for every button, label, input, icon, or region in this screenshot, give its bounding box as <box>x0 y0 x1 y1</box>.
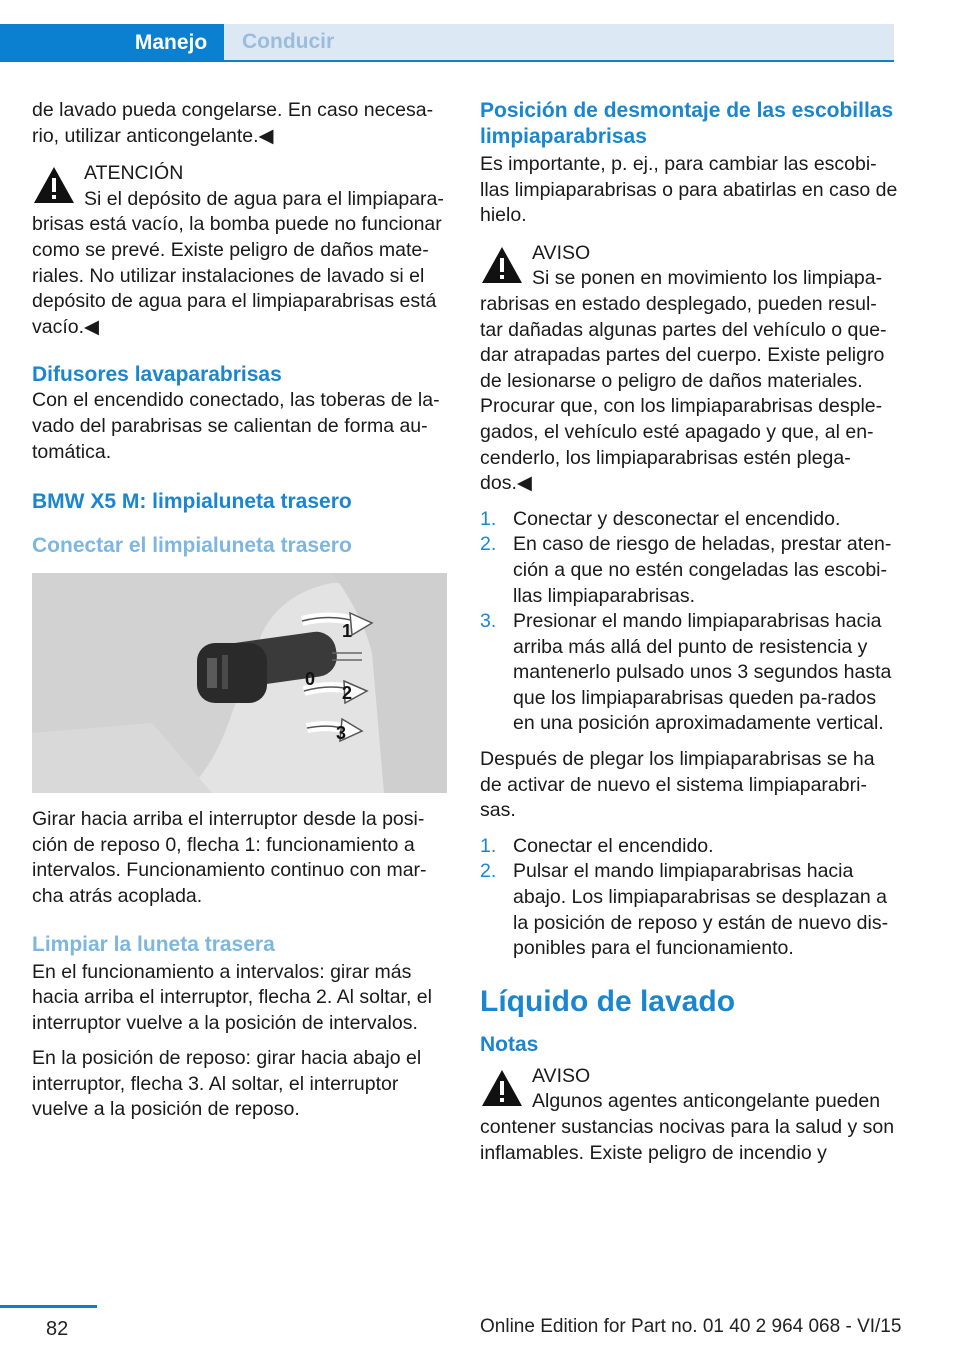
footer-rule <box>0 1305 97 1308</box>
page-number: 82 <box>46 1318 69 1340</box>
heading-liquido-lavado: Líquido de lavado <box>480 984 736 1018</box>
warning-title: AVISO <box>532 1064 591 1087</box>
paragraph-limpiar-1: En el funcionamiento a intervalos: girar más hacia arriba el interruptor, flecha 2. Al soltar, el interruptor vuelve a la posición de intervalos. <box>32 960 432 1034</box>
list-number: 2. <box>480 533 497 556</box>
warning-text: Si se ponen en movimiento los limpiapa-rabrisas en estado desplegado, pueden resul-tar dañadas algunas partes del vehículo o que-dar atrapadas partes del cuerpo. Existe peligro de lesionarse o peligro de daños materiales. Procurar que, con los limpiaparabrisas desple-gados, el vehículo esté apagado y que, al en-cenderlo, los limpiaparabrisas estén plega-dos.◀ <box>480 267 887 495</box>
figure-label-3: 3 <box>336 723 347 744</box>
heading-difusores: Difusores lavaparabrisas <box>32 363 282 387</box>
header-underline <box>224 60 894 62</box>
list-number: 3. <box>480 610 497 633</box>
list-text: En caso de riesgo de heladas, prestar aten-ción a que no estén congeladas las escobi-llas limpiaparabrisas. <box>513 533 892 607</box>
list-number: 1. <box>480 507 497 530</box>
paragraph-limpiar-2: En la posición de reposo: girar hacia abajo el interruptor, flecha 3. Al soltar, el interruptor vuelve a la posición de reposo. <box>32 1047 422 1121</box>
paragraph-girar: Girar hacia arriba el interruptor desde la posi-ción de reposo 0, flecha 1: funcionamiento a intervalos. Funcionamiento continuo con mar-cha atrás acoplada. <box>32 808 427 907</box>
list-text: Conectar y desconectar el encendido. <box>513 507 841 530</box>
right-column <box>480 98 898 1176</box>
warning-triangle-icon <box>480 245 524 285</box>
heading-posicion-desmontaje: Posición de desmontaje de las escobillas limpiaparabrisas <box>480 99 894 148</box>
tab-manejo[interactable]: Manejo <box>118 24 224 62</box>
warning-triangle-icon <box>480 1068 524 1108</box>
list-number: 1. <box>480 834 497 857</box>
figure-label-1: 1 <box>342 621 353 642</box>
list-item <box>480 609 898 737</box>
edition-note: Online Edition for Part no. 01 40 2 964 068 - VI/15 <box>480 1316 902 1337</box>
tab-conducir[interactable]: Conducir <box>224 24 894 60</box>
paragraph-importante: Es importante, p. ej., para cambiar las escobi-llas limpiaparabrisas o para abatirlas en caso de hielo. <box>480 153 898 227</box>
list-text: Presionar el mando limpiaparabrisas hacia arriba más allá del punto de resistencia y mantenerlo pulsado unos 3 segundos hasta que los limpiaparabrisas queden pa-rados en una posición aproximadamente vertical. <box>513 610 892 735</box>
warning-title: AVISO <box>532 241 591 264</box>
warning-atencion <box>32 159 450 340</box>
figure-label-2: 2 <box>342 683 353 704</box>
steps-list-1 <box>480 507 898 737</box>
left-column <box>32 98 450 1133</box>
paragraph-lavado: de lavado pueda congelarse. En caso necesa-rio, utilizar anticongelante.◀ <box>32 99 434 147</box>
heading-notas: Notas <box>480 1032 539 1056</box>
paragraph-despues: Después de plegar los limpiaparabrisas se ha de activar de nuevo el sistema limpiaparabri-sas. <box>480 748 875 822</box>
warning-title: ATENCIÓN <box>84 162 184 185</box>
paragraph-difusores: Con el encendido conectado, las toberas de la-vado del parabrisas se calientan de forma au-tomática. <box>32 389 440 463</box>
warning-text: Algunos agentes anticongelante pueden contener sustancias nocivas para la salud y son inflamables. Existe peligro de incendio y <box>480 1090 895 1164</box>
warning-triangle-icon <box>32 165 76 205</box>
list-item <box>480 834 898 860</box>
list-item <box>480 507 898 533</box>
heading-conectar-limpialuneta: Conectar el limpialuneta trasero <box>32 534 352 558</box>
warning-text: Si el depósito de agua para el limpiapara-brisas está vacío, la bomba puede no funcionar como se prevé. Existe peligro de daños mate-riales. No utilizar instalaciones de lavado si el depósito de agua para el limpiaparabrisas está vacío.◀ <box>32 187 444 338</box>
heading-limpiar-luneta: Limpiar la luneta trasera <box>32 932 275 956</box>
list-item <box>480 859 898 961</box>
warning-aviso-1 <box>480 239 898 497</box>
list-number: 2. <box>480 860 497 883</box>
list-text: Pulsar el mando limpiaparabrisas hacia abajo. Los limpiaparabrisas se desplazan a la posición de reposo y están de nuevo dis-ponibles para el funcionamiento. <box>513 860 889 960</box>
list-item <box>480 532 898 609</box>
wiper-switch-figure <box>32 573 447 793</box>
header-tab-spacer <box>0 24 118 62</box>
steps-list-2 <box>480 834 898 962</box>
list-text: Conectar el encendido. <box>513 834 714 857</box>
header-bar <box>0 0 960 62</box>
heading-bmw-x5m: BMW X5 M: limpialuneta trasero <box>32 490 352 514</box>
warning-aviso-2 <box>480 1062 898 1166</box>
figure-label-0: 0 <box>305 669 316 690</box>
